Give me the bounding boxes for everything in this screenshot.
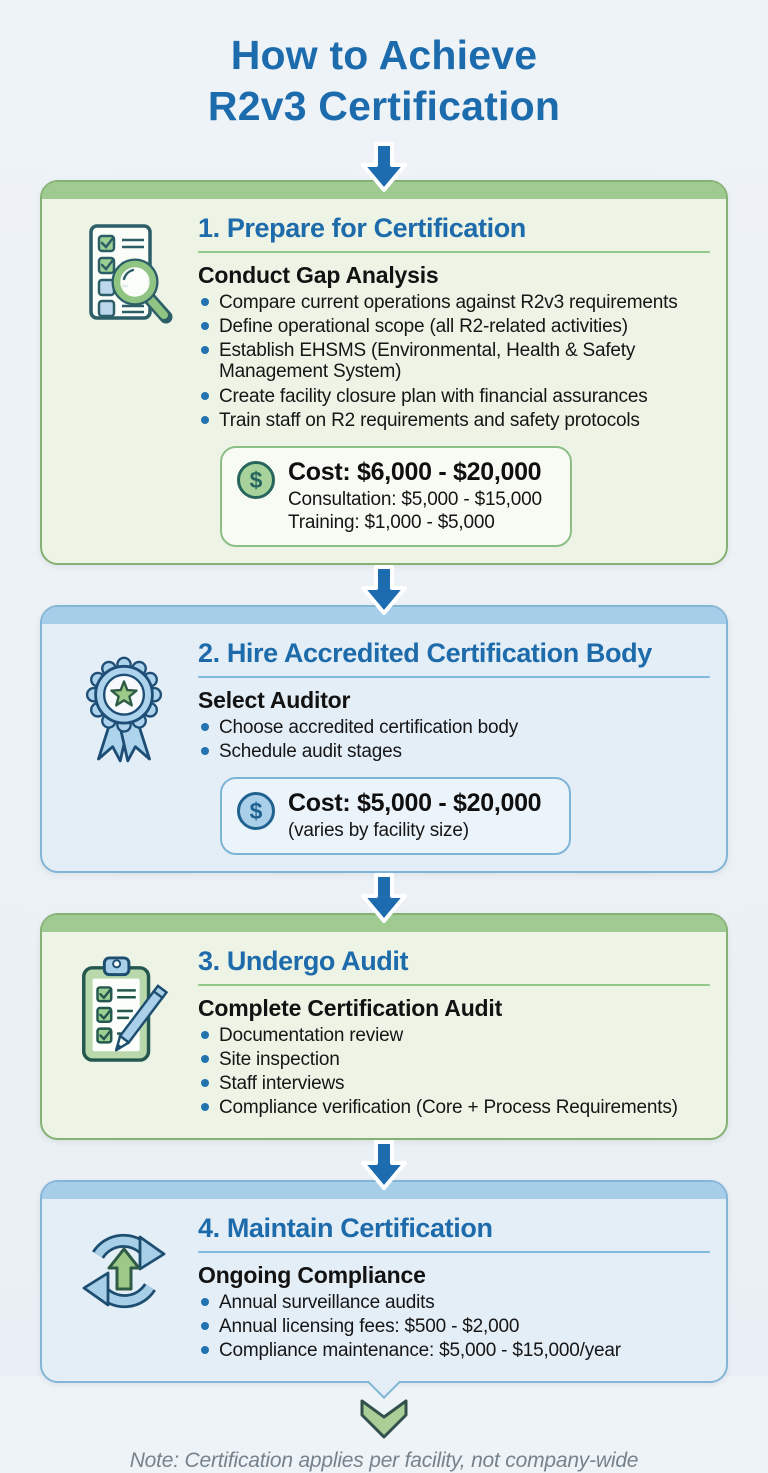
cost-line: (varies by facility size) xyxy=(288,819,469,841)
cost-lines xyxy=(288,820,541,843)
step-heading: 1. Prepare for Certification xyxy=(198,212,526,243)
bullet-item: Establish EHSMS (Environmental, Health & Safety Management System) xyxy=(198,340,710,383)
heading-rule xyxy=(198,984,710,986)
bullet-list xyxy=(198,717,710,763)
page-title xyxy=(0,0,768,132)
step-subheading: Complete Certification Audit xyxy=(198,994,503,1021)
bullet-list xyxy=(198,1292,710,1362)
step-card-2 xyxy=(40,605,728,873)
bullet-item: Schedule audit stages xyxy=(198,741,710,762)
page-title-line1: How to Achieve xyxy=(230,32,538,78)
page-title-line2: R2v3 Certification xyxy=(207,82,561,129)
step-heading: 2. Hire Accredited Certification Body xyxy=(198,637,652,668)
bullet-list xyxy=(198,1025,710,1119)
step-subheading: Select Auditor xyxy=(198,686,351,713)
cost-box xyxy=(220,446,572,546)
down-arrow-icon xyxy=(355,563,413,619)
bullet-item: Staff interviews xyxy=(198,1073,710,1094)
dollar-icon: $ xyxy=(237,461,275,499)
step-card-1 xyxy=(40,180,728,565)
dollar-icon: $ xyxy=(237,792,275,830)
step-subheading: Conduct Gap Analysis xyxy=(198,261,439,288)
down-arrow-icon xyxy=(355,1138,413,1194)
cost-line: Training: $1,000 - $5,000 xyxy=(288,511,495,533)
bullet-item: Compliance maintenance: $5,000 - $15,000/year xyxy=(198,1340,710,1361)
refresh-arrows-icon xyxy=(74,1219,174,1323)
down-arrow-icon xyxy=(355,871,413,927)
cost-line: Consultation: $5,000 - $15,000 xyxy=(288,489,542,510)
step-heading: 3. Undergo Audit xyxy=(198,945,409,976)
cost-main: Cost: $5,000 - $20,000 xyxy=(288,789,542,818)
bullet-item: Define operational scope (all R2-related activities) xyxy=(198,316,710,337)
bullet-item: Documentation review xyxy=(198,1025,710,1046)
cost-box xyxy=(220,777,571,855)
heading-rule xyxy=(198,1251,710,1253)
bullet-item: Site inspection xyxy=(198,1049,710,1070)
step-heading: 4. Maintain Certification xyxy=(198,1212,493,1243)
heading-rule xyxy=(198,251,710,253)
double-chevron-down-icon xyxy=(358,1399,410,1441)
down-arrow-icon xyxy=(355,140,413,196)
step-subheading: Ongoing Compliance xyxy=(198,1261,426,1288)
bullet-item: Compare current operations against R2v3 requirements xyxy=(198,292,710,313)
bullet-item: Choose accredited certification body xyxy=(198,717,710,738)
bullet-item: Train staff on R2 requirements and safety protocols xyxy=(198,410,710,431)
bullet-item: Create facility closure plan with financial assurances xyxy=(198,386,710,407)
bullet-item: Annual licensing fees: $500 - $2,000 xyxy=(198,1316,710,1337)
bullet-list xyxy=(198,292,710,432)
bullet-item: Compliance verification (Core + Process Requirements) xyxy=(198,1097,710,1118)
clipboard-pencil-icon xyxy=(70,952,178,1068)
note-text: Note: Certification applies per facility, not company-wide xyxy=(129,1448,639,1472)
checklist-magnifier-icon xyxy=(68,219,180,331)
heading-rule xyxy=(198,676,710,678)
step-card-4 xyxy=(40,1180,728,1383)
cost-main: Cost: $6,000 - $20,000 xyxy=(288,458,542,487)
bullet-item: Annual surveillance audits xyxy=(198,1292,710,1313)
award-ribbon-icon xyxy=(72,644,176,770)
step-card-3 xyxy=(40,913,728,1140)
cost-lines xyxy=(288,489,542,535)
